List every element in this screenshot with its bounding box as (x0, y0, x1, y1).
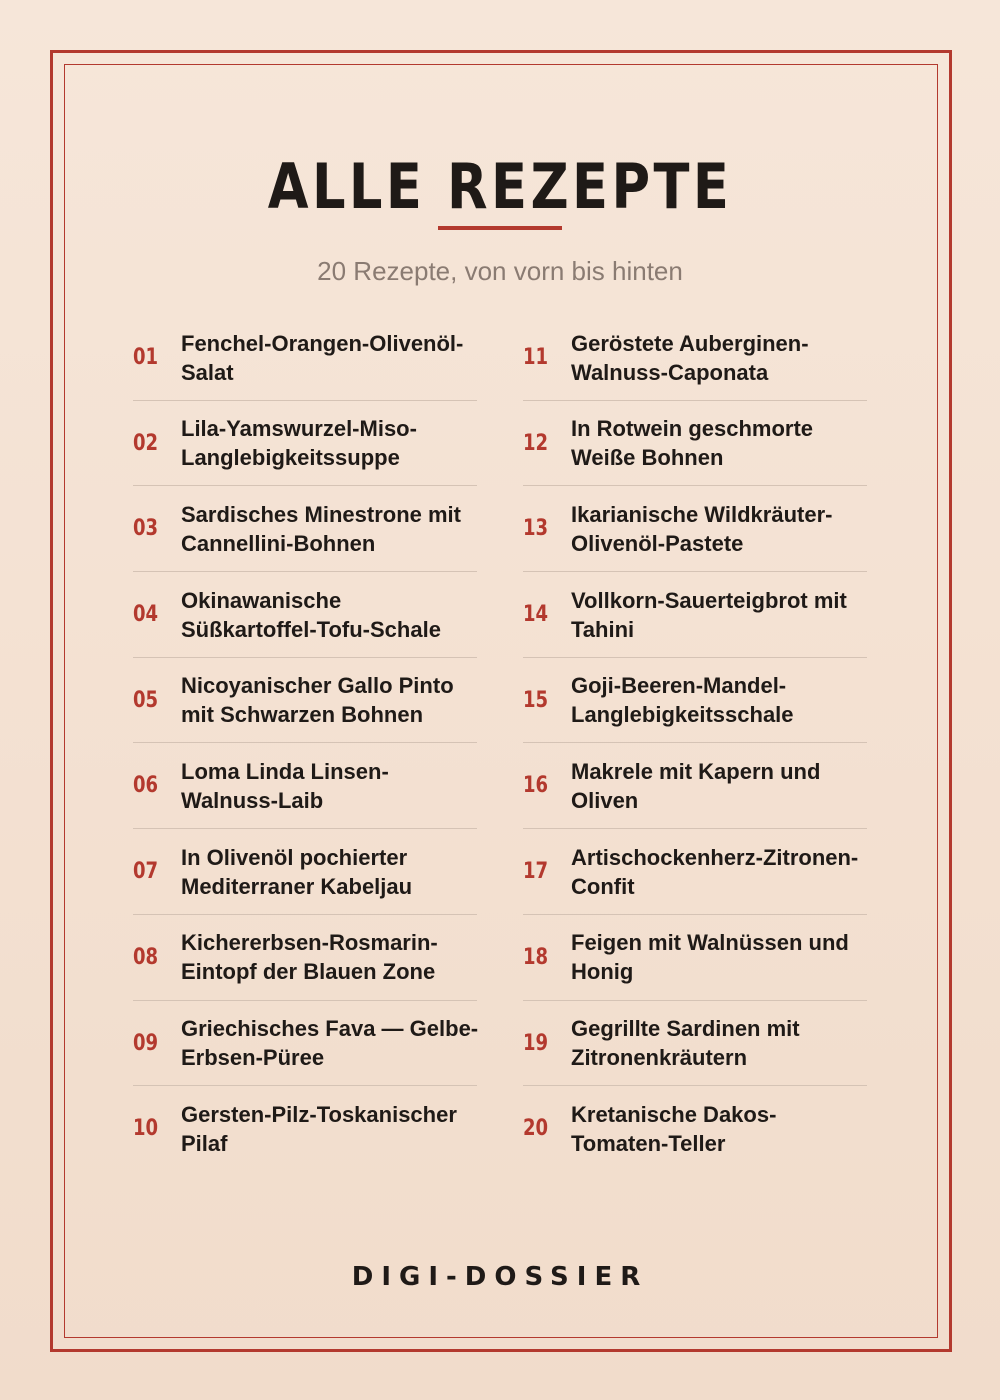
recipe-list-item (133, 1000, 477, 1086)
title-underline (438, 226, 562, 230)
recipe-list-item (133, 914, 477, 1000)
recipe-list-item (133, 485, 477, 571)
recipe-list-item (523, 571, 867, 657)
recipe-list-item (133, 657, 477, 743)
page-title: ALLE REZEPTE (267, 150, 733, 223)
recipe-list-item (523, 314, 867, 400)
recipe-name: Makrele mit Kapern und Oliven (571, 758, 821, 813)
recipe-name: Feigen mit Walnüssen und Honig (571, 930, 849, 985)
recipe-list-item (523, 1085, 867, 1171)
recipe-name: Fenchel-Orangen-Olivenöl-Salat (181, 330, 464, 385)
recipe-list-item (133, 1085, 477, 1171)
recipe-name: Ikarianische Wildkräuter-Olivenöl-Pastete (571, 501, 833, 556)
recipe-number: 09 (133, 1030, 159, 1056)
recipe-number: 20 (523, 1116, 549, 1142)
recipe-number: 01 (133, 345, 159, 370)
recipe-number: 06 (133, 773, 159, 799)
recipe-number: 02 (133, 430, 159, 456)
recipe-number: 15 (523, 687, 549, 713)
recipe-name: Loma Linda Linsen-Walnuss-Laib (181, 758, 389, 813)
recipe-name: Geröstete Auberginen-Walnuss-Caponata (571, 330, 809, 385)
recipe-list-item (523, 742, 867, 828)
recipe-list-item (133, 742, 477, 828)
recipe-name: Lila-Yamswurzel-Miso-Langlebigkeitssuppe (181, 416, 417, 471)
recipe-number: 04 (133, 602, 159, 628)
recipe-number: 18 (523, 944, 549, 970)
recipe-name: Gegrillte Sardinen mit Zitronenkräutern (571, 1016, 800, 1070)
recipe-name: Okinawanische Süßkartoffel-Tofu-Schale (181, 587, 441, 642)
recipe-list-item (523, 485, 867, 571)
recipe-name: Sardisches Minestrone mit Cannellini-Bohnen (181, 501, 461, 556)
recipe-name: Kichererbsen-Rosmarin-Eintopf der Blauen Zone (181, 930, 438, 985)
recipe-name: Gersten-Pilz-Toskanischer Pilaf (181, 1101, 457, 1156)
recipe-name: Griechisches Fava — Gelbe-Erbsen-Püree (181, 1016, 479, 1070)
recipe-list-item (133, 314, 477, 400)
recipe-name: Goji-Beeren-Mandel-Langlebigkeitsschale (571, 673, 794, 728)
recipe-name: Kretanische Dakos-Tomaten-Teller (571, 1101, 777, 1156)
page-subtitle: 20 Rezepte, von vorn bis hinten (317, 256, 683, 286)
recipe-number: 19 (523, 1030, 549, 1056)
recipe-list-item (523, 1000, 867, 1086)
recipe-number: 14 (523, 602, 549, 628)
recipe-number: 11 (523, 345, 549, 370)
recipe-number: 10 (133, 1116, 159, 1142)
recipe-number: 17 (523, 859, 549, 885)
recipe-list-item (523, 400, 867, 486)
recipe-list-item (523, 914, 867, 1000)
recipe-number: 07 (133, 859, 159, 885)
recipe-list-item (523, 657, 867, 743)
recipe-number: 05 (133, 687, 159, 713)
recipe-list-left (133, 314, 477, 1171)
recipe-list-right (523, 314, 867, 1171)
recipe-number: 08 (133, 944, 159, 970)
recipe-number: 12 (523, 430, 549, 456)
recipe-number: 13 (523, 516, 549, 542)
recipe-number: 16 (523, 773, 549, 799)
recipe-name: In Olivenöl pochierter Mediterraner Kabeljau (181, 844, 413, 899)
recipe-name: In Rotwein geschmorte Weiße Bohnen (571, 416, 814, 471)
recipe-number: 03 (133, 516, 159, 542)
footer-brand: DIGI-DOSSIER (351, 1262, 649, 1292)
recipe-name: Artischockenherz-Zitronen-Confit (571, 844, 859, 899)
recipe-list-item (133, 571, 477, 657)
recipe-list-item (523, 828, 867, 914)
recipe-name: Nicoyanischer Gallo Pinto mit Schwarzen Bohnen (181, 673, 454, 728)
recipe-list-item (133, 828, 477, 914)
recipe-name: Vollkorn-Sauerteigbrot mit Tahini (571, 587, 847, 642)
recipe-list-item (133, 400, 477, 486)
